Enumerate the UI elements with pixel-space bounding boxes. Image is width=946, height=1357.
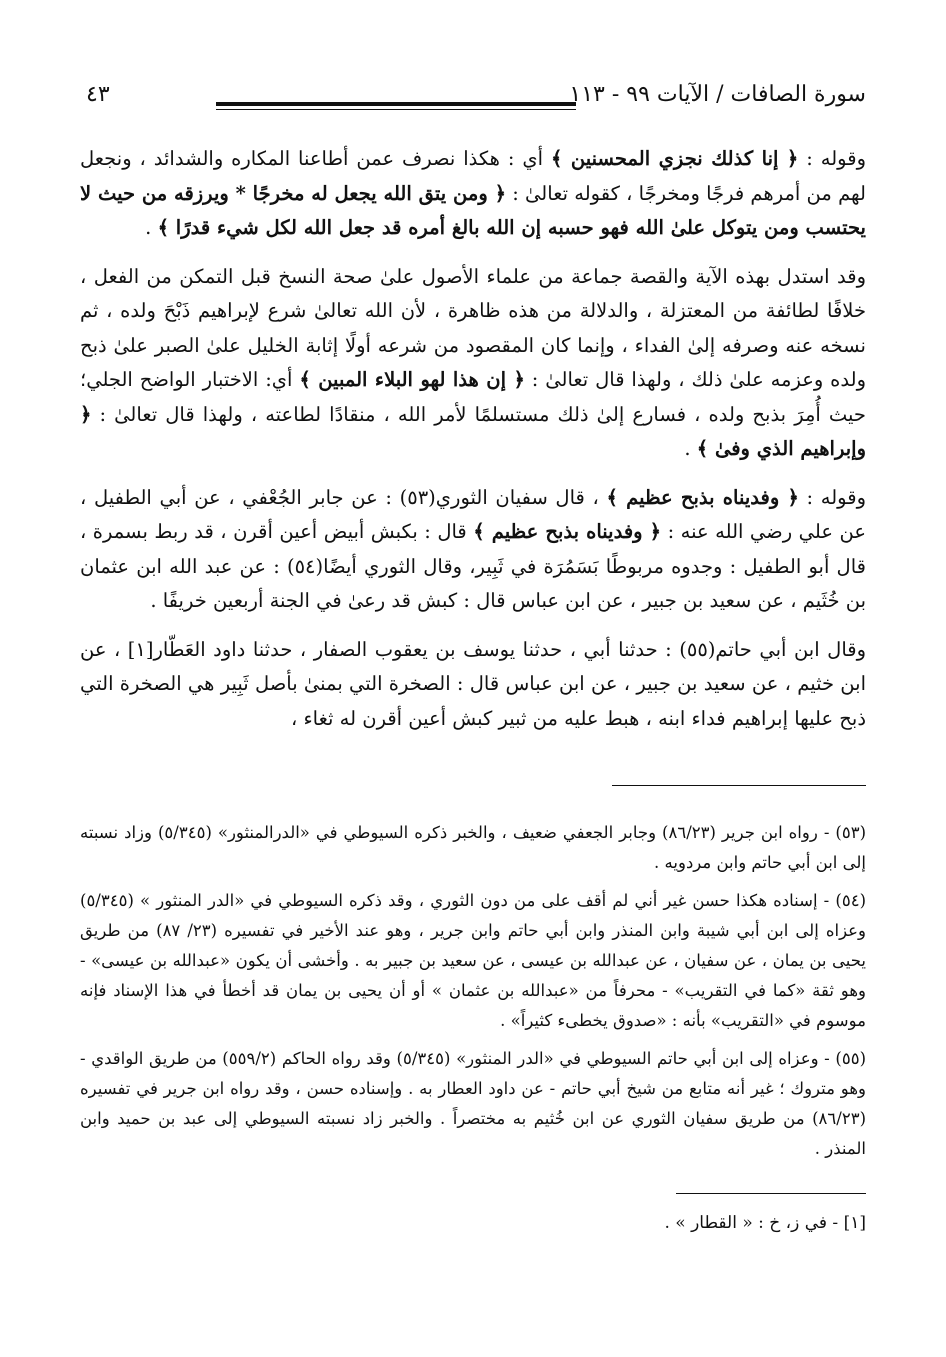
text-run: وقد استدل بهذه الآية والقصة جماعة من علماء الأصول علىٰ صحة النسخ قبل التمكن من الفعل ، خلافًا لطائفة من المعتزلة ، والدلالة من هذه ظاهرة ، لأن الله تعالىٰ شرع لإبراهيم ذَبْحَ ولده ، ثم نسخه عنه وصرفه إلىٰ الفداء ، وإنما كان المقصود من شرعه أولًا إثابة الخليل علىٰ الصبر علىٰ ذبح ولده وعزمه علىٰ ذلك ، ولهذا قال تعالىٰ : [80,264,866,391]
paragraph-1 [80,142,866,246]
quran-verse: ﴿ وإبراهيم الذي وفىٰ ﴾ [80,402,866,460]
header-rule [216,102,576,106]
main-text [80,142,866,750]
footnote-53: (٥٣) - رواه ابن جرير (٨٦/٢٣) وجابر الجعفي ضعيف ، والخبر ذكره السيوطي في «الدرالمنثور» (٥/٣٤٥) وزاد نسبته إلى ابن أبي حاتم وابن مردويه . [80,823,866,872]
quran-verse: ﴿ ومن يتق الله يجعل له مخرجًا * ويرزقه من حيث لا يحتسب ومن يتوكل علىٰ الله فهو حسبه إن الله بالغ أمره قد جعل الله لكل شيء قدرًا ﴾ [80,181,866,239]
paragraph-2 [80,260,866,467]
quran-verse: ﴿ إنا كذلك نجزي المحسنين ﴾ [550,147,799,170]
text-run: أي: الاختبار الواضح الجلي؛ حيث أُمِرَ بذبح ولده ، فسارع إلىٰ ذلك مستسلمًا لأمر الله ، منقادًا لطاعته ، ولهذا قال تعالىٰ : [80,368,866,426]
paragraph-4 [80,633,866,737]
editor-notes-divider [676,1193,866,1194]
text-run: قال : بكبش أبيض أعين أقرن ، قد ربط بسمرة ، قال أبو الطفيل : وجدوه مربوطًا بَسَمُرَة في ثَبِير، وقال الثوري أيضًا(٥٤) : عن عبد الله ابن عثمان بن خُثَيم ، عن سعيد بن جبير ، عن ابن عباس قال : كبش قد رعىٰ في الجنة أربعين خريفًا . [80,520,866,612]
footnote-55: (٥٥) - وعزاه إلى ابن أبي حاتم السيوطي في «الدر المنثور» (٥/٣٤٥) وقد رواه الحاكم (٥٥٩/٢) من طريق الواقدي - وهو متروك ؛ غير أنه متابع من شيخ أبي حاتم - عن داود العطار به . وإسناده حسن ، وقد رواه ابن جرير في تفسيره (٨٦/٢٣) من طريق سفيان الثوري عن ابن خُثيم به مختصراً . والخبر زاد نسبته السيوطي إلى عبد بن حميد وابن المنذر . [80,1049,866,1158]
quran-verse: ﴿ إن هذا لهو البلاء المبين ﴾ [299,368,525,391]
text-run: وقوله : [798,485,866,509]
footnotes-divider [612,785,866,786]
text-run: . [684,437,697,460]
footnote-54: (٥٤) - إسناده هكذا حسن غير أني لم أقف على من دون الثوري ، وقد ذكره السيوطي في «الدر المنثور » (٥/٣٤٥) وعزاه إلى ابن أبي شيبة وابن المنذر وابن أبي حاتم وابن جرير ، وهو عند الأخير في تفسيره (٢٣/ ٨٧) من طريق يحيى بن يمان ، عن سفيان ، عن عبدالله بن عيسى ، عن سعيد بن جبير به . وأخشى أن يكون «عبدالله بن عيسى» - وهو ثقة «كما في التقريب» - محرفاً من «عبدالله بن عثمان » أو أن يحيى بن يمان قد أخطأ في هذا الإسناد فإنه موسوم في «التقريب» بأنه : «صدوق يخطىء كثيراً» . [80,891,866,1030]
quran-verse: ﴿ وفديناه بذبح عظيم ﴾ [473,520,662,543]
text-run: وقال ابن أبي حاتم(٥٥) : حدثنا أبي ، حدثنا يوسف بن يعقوب الصفار ، حدثنا داود العَطّار[١] ، عن ابن خثيم ، عن سعيد بن جبير ، عن ابن عباس قال : الصخرة التي بمنىٰ بأصل ثَبِير هي الصخرة التي ذبح عليها إبراهيم فداء ابنه ، هبط عليه من ثبير كبش أعين أقرن له ثغاء ، [80,637,867,730]
page-number: ٤٣ [86,82,110,107]
text-run: . [145,216,158,239]
editor-note-1: [١] - في ز، خ : « القطار » . [664,1213,866,1233]
page-header [78,78,866,118]
text-run: ، قال سفيان الثوري(٥٣) : عن جابر الجُعْفي ، عن أبي الطفيل ، عن علي رضي الله عنه : [80,485,866,543]
running-title: سورة الصافات / الآيات ٩٩ - ١١٣ [569,82,866,107]
quran-verse: ﴿ وفديناه بذبح عظيم ﴾ [606,485,799,509]
paragraph-3 [80,481,866,619]
text-run: أي : هكذا نصرف عمن أطاعنا المكاره والشدائد ، ونجعل لهم من أمرهم فرجًا ومخرجًا ، كقوله تعالىٰ : [80,147,866,205]
text-run: وقوله : [798,147,866,170]
footnotes [80,818,866,1172]
